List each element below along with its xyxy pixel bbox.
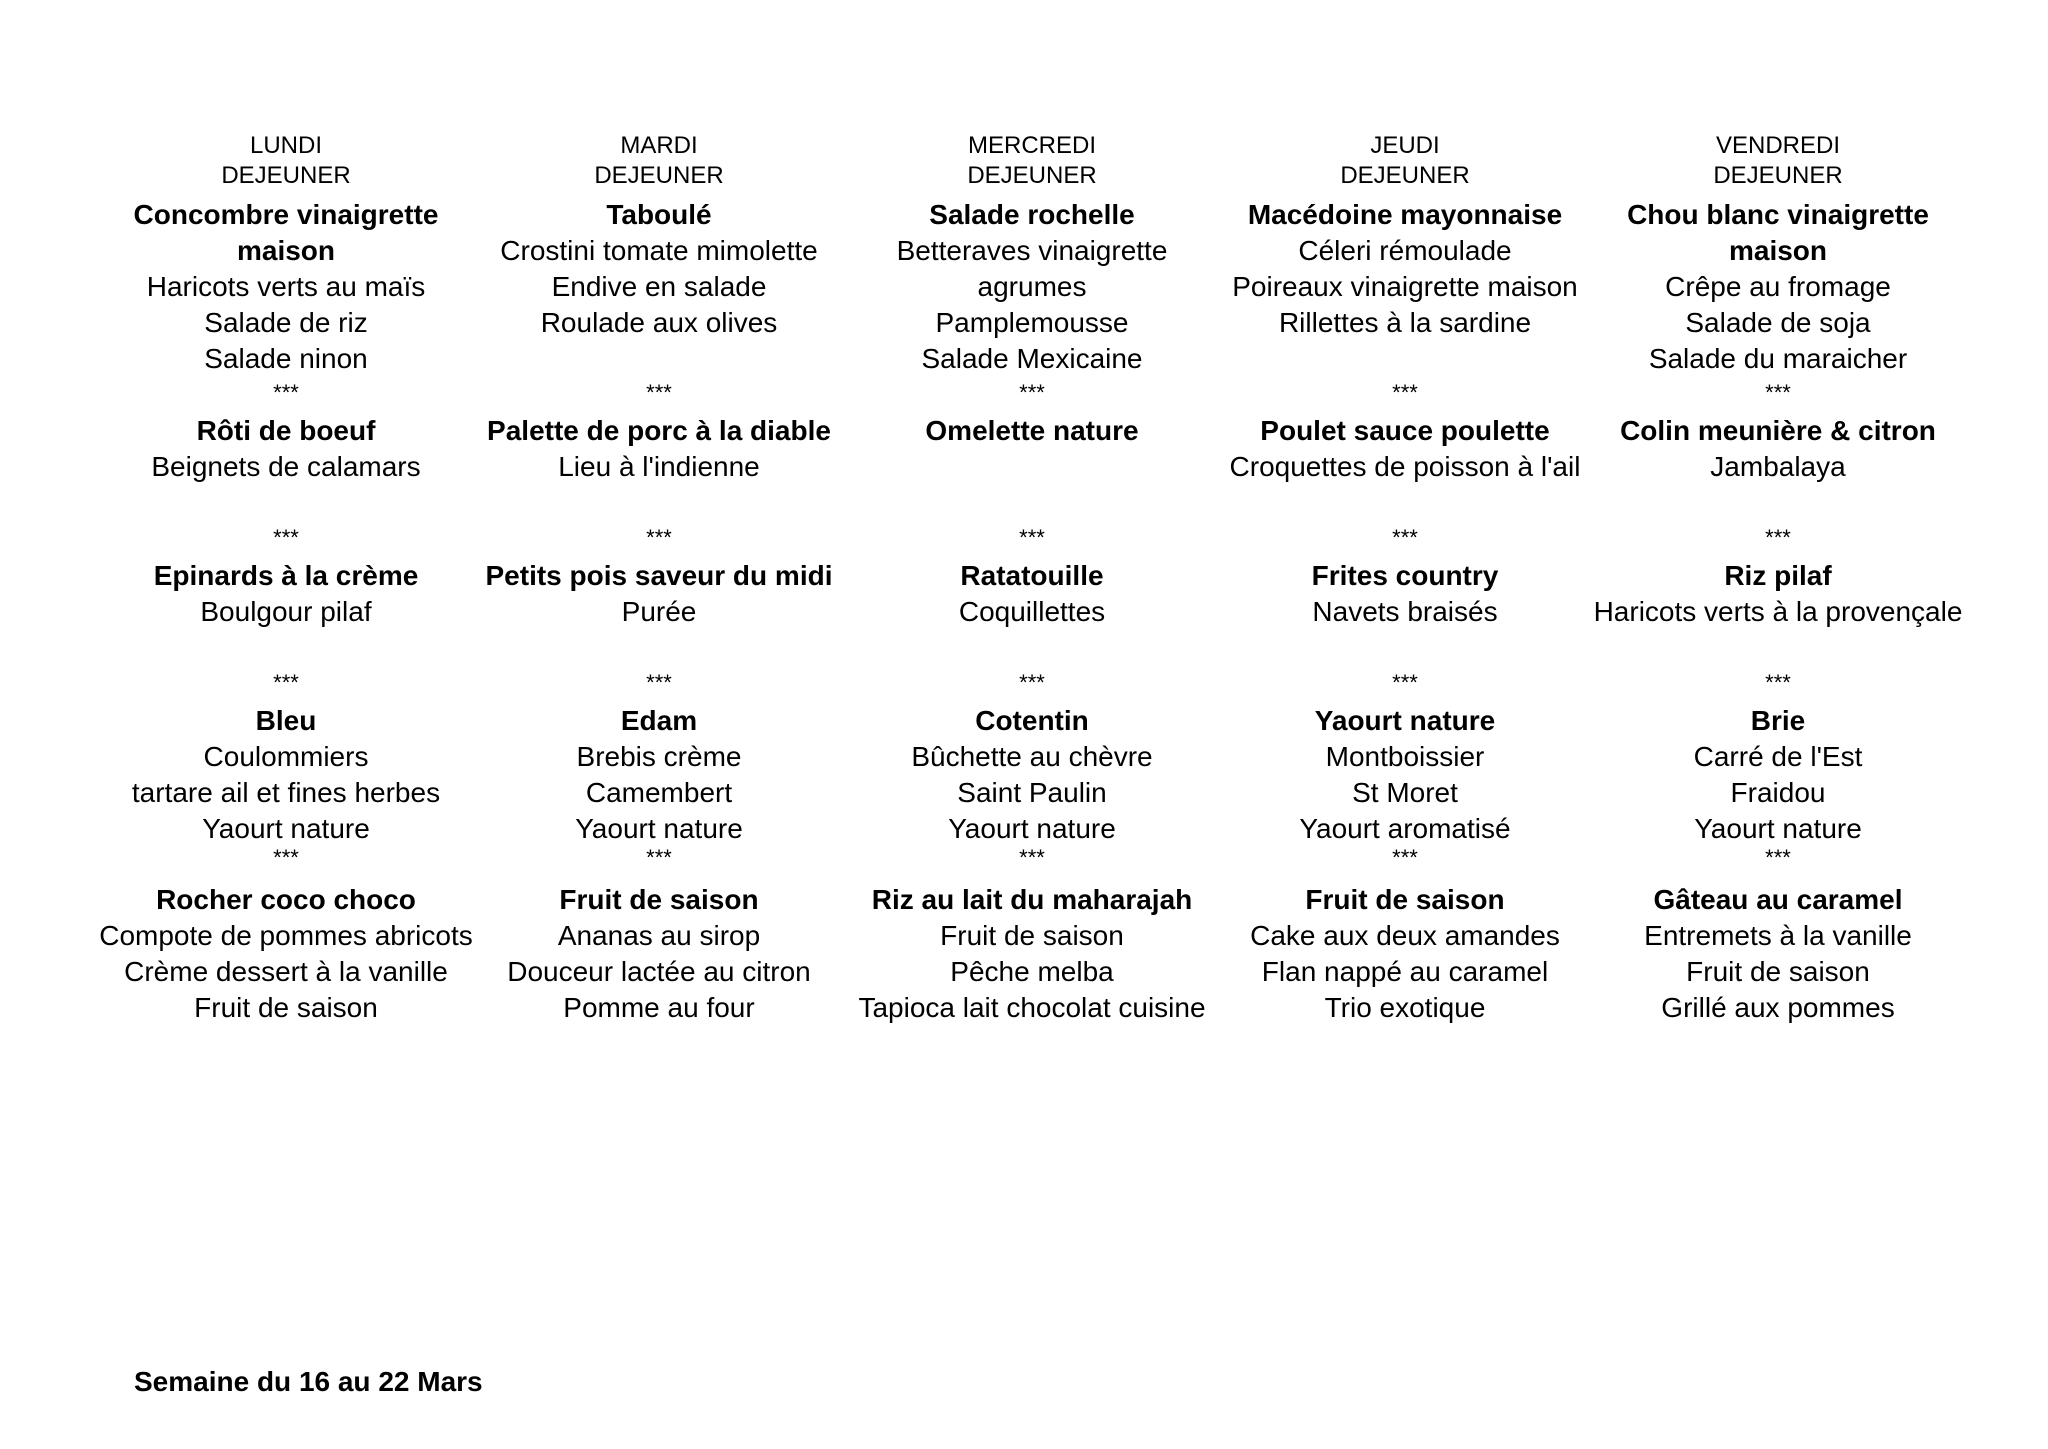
- course-group: [1218, 558, 1593, 630]
- alternative-dish: Douceur lactée au citron: [507, 956, 811, 987]
- course-group: [472, 413, 847, 485]
- meal-label: DEJEUNER: [1340, 162, 1470, 189]
- course-separator: ***: [1019, 845, 1045, 870]
- alternative-dish: Betteraves vinaigrette agrumes: [896, 235, 1168, 302]
- alternative-dish: Pamplemousse: [935, 307, 1129, 338]
- alternative-dish: Yaourt nature: [948, 813, 1116, 844]
- main-dish: Chou blanc vinaigrette maison: [1627, 199, 1929, 266]
- course-separator: ***: [646, 380, 672, 405]
- course-group: [1218, 413, 1593, 485]
- course-separator: ***: [1392, 670, 1418, 695]
- main-dish: Riz pilaf: [1724, 560, 1832, 591]
- course-group: [472, 197, 847, 341]
- alternative-dish: Grillé aux pommes: [1661, 992, 1895, 1023]
- course-separator: ***: [1019, 380, 1045, 405]
- course-group: [1591, 882, 1966, 1026]
- course-group: [1591, 558, 1966, 630]
- alternative-dish: Flan nappé au caramel: [1261, 956, 1549, 987]
- course-separator: ***: [273, 670, 299, 695]
- course-separator: ***: [646, 525, 672, 550]
- main-dish: Fruit de saison: [1305, 884, 1505, 915]
- course-group: [1218, 703, 1593, 847]
- alternative-dish: Cake aux deux amandes: [1250, 920, 1560, 951]
- alternative-dish: Boulgour pilaf: [200, 596, 372, 627]
- alternative-dish: tartare ail et fines herbes: [131, 777, 441, 808]
- alternative-dish: Brebis crème: [576, 741, 742, 772]
- alternative-dish: Roulade aux olives: [540, 307, 778, 338]
- main-dish: Rôti de boeuf: [196, 415, 376, 446]
- alternative-dish: Crème dessert à la vanille: [124, 956, 448, 987]
- day-name: MARDI: [620, 132, 698, 159]
- alternative-dish: Pêche melba: [950, 956, 1114, 987]
- alternative-dish: Fruit de saison: [940, 920, 1124, 951]
- week-label: Semaine du 16 au 22 Mars: [134, 1366, 483, 1397]
- alternative-dish: Salade ninon: [204, 343, 368, 374]
- alternative-dish: Crostini tomate mimolette: [500, 235, 818, 266]
- day-column-mercredi: [845, 131, 1220, 1031]
- course-group: [1218, 197, 1593, 341]
- day-column-lundi: [99, 131, 474, 1031]
- main-dish: Gâteau au caramel: [1653, 884, 1903, 915]
- alternative-dish: Tapioca lait chocolat cuisine: [858, 992, 1206, 1023]
- course-group: [99, 413, 474, 485]
- alternative-dish: Endive en salade: [551, 271, 767, 302]
- main-dish: Edam: [620, 705, 698, 736]
- alternative-dish: Camembert: [585, 777, 733, 808]
- course-group: [1591, 197, 1966, 377]
- alternative-dish: Coulommiers: [203, 741, 369, 772]
- main-dish: Petits pois saveur du midi: [485, 560, 833, 591]
- course-group: [845, 703, 1220, 847]
- course-group: [845, 413, 1220, 449]
- course-separator: ***: [1019, 670, 1045, 695]
- course-group: [99, 703, 474, 847]
- main-dish: Epinards à la crème: [153, 560, 419, 591]
- course-group: [99, 882, 474, 1026]
- alternative-dish: Ananas au sirop: [557, 920, 761, 951]
- day-column-vendredi: [1591, 131, 1966, 1031]
- main-dish: Poulet sauce poulette: [1260, 415, 1550, 446]
- alternative-dish: Croquettes de poisson à l'ail: [1229, 451, 1581, 482]
- alternative-dish: Poireaux vinaigrette maison: [1232, 271, 1578, 302]
- course-separator: ***: [1765, 845, 1791, 870]
- alternative-dish: Haricots verts au maïs: [146, 271, 426, 302]
- course-group: [1218, 882, 1593, 1026]
- course-group: [99, 197, 474, 377]
- main-dish: Bleu: [255, 705, 317, 736]
- day-name: JEUDI: [1370, 132, 1440, 159]
- alternative-dish: Fraidou: [1730, 777, 1826, 808]
- course-separator: ***: [273, 845, 299, 870]
- alternative-dish: Salade du maraicher: [1648, 343, 1908, 374]
- course-separator: ***: [1765, 525, 1791, 550]
- meal-label: DEJEUNER: [1713, 162, 1843, 189]
- day-column-mardi: [472, 131, 847, 1031]
- meal-label: DEJEUNER: [967, 162, 1097, 189]
- day-header: [99, 131, 474, 191]
- course-group: [845, 197, 1220, 377]
- day-name: LUNDI: [249, 132, 322, 159]
- main-dish: Rocher coco choco: [156, 884, 416, 915]
- alternative-dish: Salade Mexicaine: [921, 343, 1143, 374]
- alternative-dish: Jambalaya: [1710, 451, 1846, 482]
- course-group: [845, 558, 1220, 630]
- alternative-dish: Trio exotique: [1324, 992, 1486, 1023]
- alternative-dish: Coquillettes: [958, 596, 1106, 627]
- course-group: [472, 703, 847, 847]
- course-separator: ***: [273, 525, 299, 550]
- main-dish: Concombre vinaigrette maison: [133, 199, 439, 266]
- course-separator: ***: [1765, 670, 1791, 695]
- main-dish: Yaourt nature: [1314, 705, 1496, 736]
- course-group: [1591, 413, 1966, 485]
- alternative-dish: Haricots verts à la provençale: [1593, 596, 1963, 627]
- day-header: [1591, 131, 1966, 191]
- day-header: [472, 131, 847, 191]
- alternative-dish: Yaourt nature: [202, 813, 370, 844]
- course-group: [845, 882, 1220, 1026]
- alternative-dish: Montboissier: [1325, 741, 1485, 772]
- main-dish: Brie: [1750, 705, 1806, 736]
- main-dish: Palette de porc à la diable: [487, 415, 831, 446]
- course-group: [472, 558, 847, 630]
- alternative-dish: Saint Paulin: [957, 777, 1107, 808]
- main-dish: Ratatouille: [960, 560, 1104, 591]
- alternative-dish: Yaourt nature: [575, 813, 743, 844]
- main-dish: Fruit de saison: [559, 884, 759, 915]
- alternative-dish: Yaourt aromatisé: [1299, 813, 1511, 844]
- alternative-dish: Navets braisés: [1312, 596, 1498, 627]
- meal-label: DEJEUNER: [221, 162, 351, 189]
- main-dish: Taboulé: [606, 199, 712, 230]
- day-header: [1218, 131, 1593, 191]
- alternative-dish: Fruit de saison: [194, 992, 378, 1023]
- alternative-dish: Purée: [621, 596, 697, 627]
- main-dish: Cotentin: [975, 705, 1089, 736]
- alternative-dish: Crêpe au fromage: [1665, 271, 1891, 302]
- alternative-dish: St Moret: [1352, 777, 1458, 808]
- course-separator: ***: [646, 670, 672, 695]
- alternative-dish: Bûchette au chèvre: [911, 741, 1153, 772]
- course-separator: ***: [1019, 525, 1045, 550]
- course-group: [1591, 703, 1966, 847]
- alternative-dish: Compote de pommes abricots: [99, 920, 473, 951]
- course-group: [99, 558, 474, 630]
- course-separator: ***: [1392, 525, 1418, 550]
- meal-label: DEJEUNER: [594, 162, 724, 189]
- course-separator: ***: [1392, 380, 1418, 405]
- day-column-jeudi: [1218, 131, 1593, 1031]
- alternative-dish: Entremets à la vanille: [1644, 920, 1912, 951]
- main-dish: Colin meunière & citron: [1620, 415, 1936, 446]
- day-name: VENDREDI: [1715, 132, 1841, 159]
- alternative-dish: Fruit de saison: [1686, 956, 1870, 987]
- alternative-dish: Rillettes à la sardine: [1278, 307, 1532, 338]
- day-name: MERCREDI: [967, 132, 1096, 159]
- course-separator: ***: [1392, 845, 1418, 870]
- course-group: [472, 882, 847, 1026]
- alternative-dish: Pomme au four: [563, 992, 755, 1023]
- main-dish: Riz au lait du maharajah: [871, 884, 1193, 915]
- main-dish: Frites country: [1311, 560, 1499, 591]
- alternative-dish: Lieu à l'indienne: [558, 451, 760, 482]
- main-dish: Macédoine mayonnaise: [1247, 199, 1563, 230]
- alternative-dish: Céleri rémoulade: [1298, 235, 1512, 266]
- day-header: [845, 131, 1220, 191]
- course-separator: ***: [1765, 380, 1791, 405]
- alternative-dish: Yaourt nature: [1694, 813, 1862, 844]
- alternative-dish: Salade de riz: [204, 307, 368, 338]
- alternative-dish: Salade de soja: [1685, 307, 1871, 338]
- alternative-dish: Carré de l'Est: [1693, 741, 1863, 772]
- main-dish: Salade rochelle: [929, 199, 1135, 230]
- main-dish: Omelette nature: [925, 415, 1139, 446]
- course-separator: ***: [273, 380, 299, 405]
- alternative-dish: Beignets de calamars: [151, 451, 421, 482]
- course-separator: ***: [646, 845, 672, 870]
